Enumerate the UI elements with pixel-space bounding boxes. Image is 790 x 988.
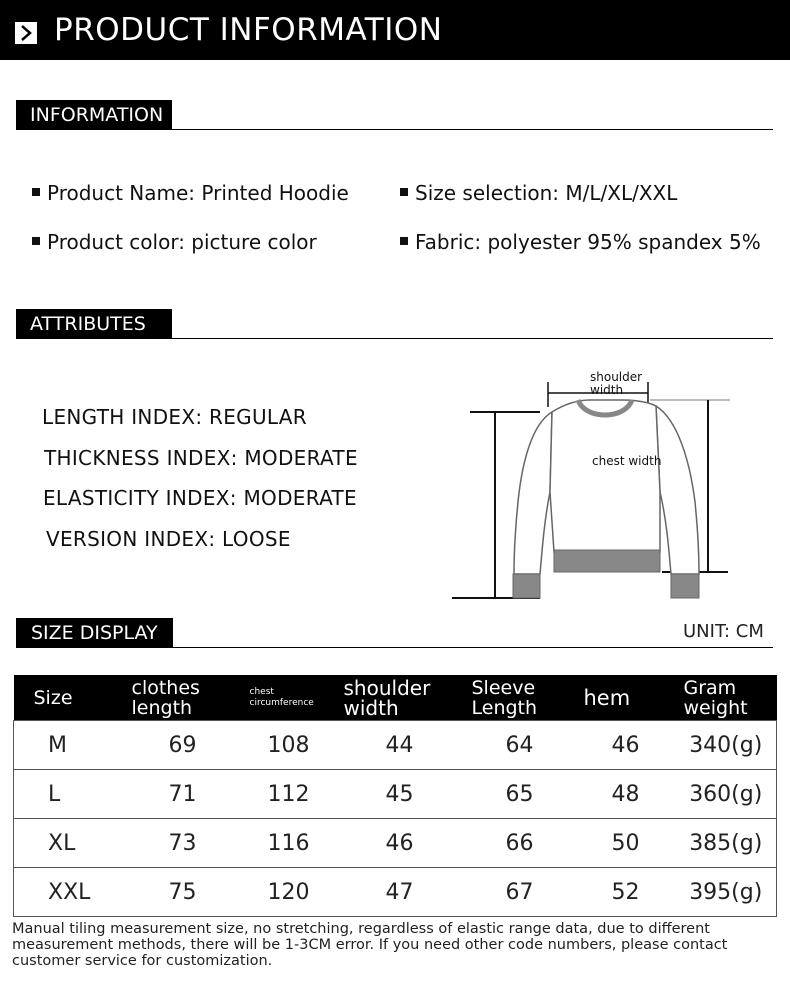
attributes-header — [16, 309, 773, 339]
cell-chest: 120 — [242, 868, 336, 917]
cell-chest: 108 — [242, 721, 336, 770]
attributes-heading: ATTRIBUTES — [16, 309, 172, 339]
cell-sleeve: 66 — [464, 819, 576, 868]
cell-shoulder: 47 — [336, 868, 464, 917]
cell-size: M — [14, 721, 124, 770]
cell-clothes-length: 71 — [124, 770, 242, 819]
cell-hem: 48 — [576, 770, 676, 819]
top-banner — [0, 0, 790, 60]
col-header-clothes-length: clothes length — [124, 675, 242, 721]
info-item-fabric: Fabric: polyester 95% spandex 5% — [400, 230, 761, 254]
cell-size: L — [14, 770, 124, 819]
chest-width-label: chest width — [592, 454, 662, 468]
cell-shoulder: 46 — [336, 819, 464, 868]
cell-chest: 112 — [242, 770, 336, 819]
size-display-header — [16, 618, 773, 648]
attr-length: LENGTH INDEX: REGULAR — [42, 405, 307, 429]
divider — [173, 647, 773, 648]
col-header-sleeve-length: Sleeve Length — [464, 675, 576, 721]
cell-shoulder: 45 — [336, 770, 464, 819]
bullet-icon — [400, 237, 408, 245]
cell-chest: 116 — [242, 819, 336, 868]
col-header-shoulder-width: shoulder width — [336, 675, 464, 721]
divider — [172, 338, 773, 339]
cell-sleeve: 64 — [464, 721, 576, 770]
sweater-measurement-diagram — [440, 362, 740, 607]
divider — [172, 129, 773, 130]
cell-clothes-length: 73 — [124, 819, 242, 868]
cell-clothes-length: 75 — [124, 868, 242, 917]
attr-elasticity: ELASTICITY INDEX: MODERATE — [43, 486, 357, 510]
cell-size: XL — [14, 819, 124, 868]
bullet-icon — [400, 188, 408, 196]
info-item-size-selection: Size selection: M/L/XL/XXL — [400, 181, 677, 205]
col-header-chest-circumference: chest circumference — [242, 675, 336, 721]
cell-weight: 385(g) — [676, 819, 777, 868]
shoulder-width-label: shoulder width — [590, 370, 643, 397]
cell-clothes-length: 69 — [124, 721, 242, 770]
information-header — [16, 100, 773, 130]
attr-version: VERSION INDEX: LOOSE — [46, 527, 291, 551]
sweater-illustration — [440, 362, 740, 607]
cell-weight: 340(g) — [676, 721, 777, 770]
cell-shoulder: 44 — [336, 721, 464, 770]
cell-size: XXL — [14, 868, 124, 917]
info-item-product-color: Product color: picture color — [32, 230, 317, 254]
col-header-size: Size — [14, 675, 124, 721]
cell-hem: 46 — [576, 721, 676, 770]
cell-sleeve: 67 — [464, 868, 576, 917]
col-header-hem: hem — [576, 675, 676, 721]
table-header-row — [14, 675, 777, 721]
bullet-icon — [32, 188, 40, 196]
attr-thickness: THICKNESS INDEX: MODERATE — [44, 446, 358, 470]
bullet-icon — [32, 237, 40, 245]
unit-label: UNIT: CM — [683, 621, 764, 642]
cell-hem: 50 — [576, 819, 676, 868]
measurement-note: Manual tiling measurement size, no stretching, regardless of elastic range data, due to different measurement methods, there will be 1-3CM error. If you need other code numbers, please contact customer service for customization. — [12, 921, 728, 969]
cell-hem: 52 — [576, 868, 676, 917]
size-table — [13, 675, 777, 917]
col-header-gram-weight: Gram weight — [676, 675, 777, 721]
table-row — [14, 819, 777, 868]
information-heading: INFORMATION — [16, 100, 172, 130]
size-display-heading: SIZE DISPLAY — [16, 618, 173, 648]
table-row — [14, 721, 777, 770]
info-item-product-name: Product Name: Printed Hoodie — [32, 181, 349, 205]
table-row — [14, 770, 777, 819]
cell-weight: 395(g) — [676, 868, 777, 917]
table-row — [14, 868, 777, 917]
cell-weight: 360(g) — [676, 770, 777, 819]
page-title: PRODUCT INFORMATION — [54, 12, 443, 48]
chevron-right-icon — [15, 22, 37, 44]
cell-sleeve: 65 — [464, 770, 576, 819]
